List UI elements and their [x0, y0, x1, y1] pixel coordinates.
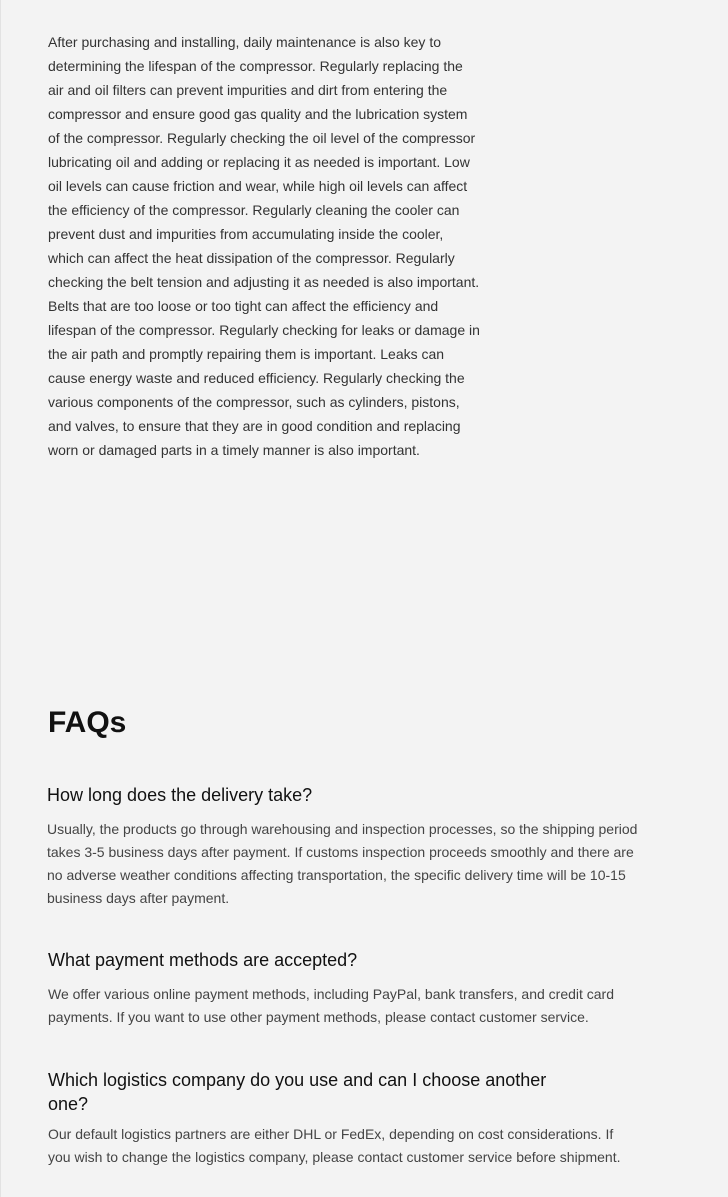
faq-item-delivery: [47, 783, 642, 910]
faq-answer: Our default logistics partners are either DHL or FedEx, depending on cost considerations. If you wish to change the logistics company, please contact customer service before shipment.: [48, 1126, 621, 1165]
page-left-border: [0, 0, 1, 1197]
faq-heading: FAQs: [48, 706, 127, 739]
faq-answer: We offer various online payment methods, including PayPal, bank transfers, and credit card payments. If you want to use other payment methods, please contact customer service.: [48, 986, 615, 1025]
faq-question: Which logistics company do you use and can I choose another one?: [48, 1070, 547, 1114]
maintenance-paragraph: After purchasing and installing, daily maintenance is also key to determining the lifespan of the compressor. Regularly replacing the air and oil filters can prevent impurities and dirt from entering the compressor and ensure good gas quality and the lubrication system of the compressor. Regularly checking the oil level of the compressor lubricating oil and adding or replacing it as needed is important. Low oil levels can cause friction and wear, while high oil levels can affect the efficiency of the compressor. Regularly cleaning the cooler can prevent dust and impurities from accumulating inside the cooler, which can affect the heat dissipation of the compressor. Regularly checking the belt tension and adjusting it as needed is also important. Belts that are too loose or too tight can affect the efficiency and lifespan of the compressor. Regularly checking for leaks or damage in the air path and promptly repairing them is important. Leaks can cause energy waste and reduced efficiency. Regularly checking the various components of the compressor, such as cylinders, pistons, and valves, to ensure that they are in good condition and replacing worn or damaged parts in a timely manner is also important.: [48, 34, 480, 458]
faq-question: What payment methods are accepted?: [48, 950, 358, 970]
faq-answer: Usually, the products go through warehousing and inspection processes, so the shipping period takes 3-5 business days after payment. If customs inspection proceeds smoothly and there are no adverse weather conditions affecting transportation, the specific delivery time will be 10-15 business days after payment.: [47, 821, 638, 906]
faq-item-logistics: [48, 1068, 638, 1169]
faq-item-payment: [48, 948, 643, 1029]
faq-question: How long does the delivery take?: [47, 785, 313, 805]
